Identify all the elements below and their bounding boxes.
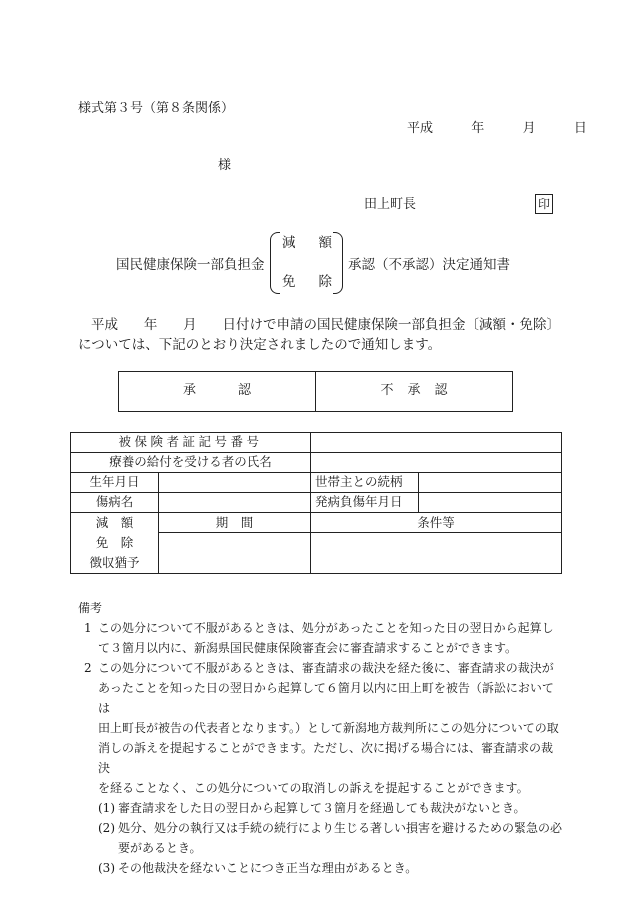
remarks <box>78 598 562 878</box>
table-row <box>71 493 562 513</box>
body-year-unit: 年 <box>143 317 158 333</box>
recipient-name-label: 療養の給付を受ける者の氏名 <box>71 453 311 473</box>
type-reduction: 減 額 <box>95 515 134 530</box>
sub-text: 要があるとき。 <box>118 841 202 855</box>
sub-number: (1) <box>98 801 115 815</box>
option-exemption <box>282 274 332 292</box>
remarks-heading: 備考 <box>78 601 103 615</box>
insured-number-value[interactable] <box>311 433 562 453</box>
date-day-unit: 日 <box>573 121 587 136</box>
sub-number: (2) <box>98 821 115 835</box>
title-suffix: 承認（不承認）決定通知書 <box>348 257 510 273</box>
remark-line: この処分について不服があるときは、審査請求の裁決を経た後に、審査請求の裁決が <box>98 661 554 675</box>
table-row <box>71 473 562 493</box>
remark-number: 2 <box>84 661 92 675</box>
remark-item-2-cont <box>78 718 562 738</box>
option-reduction <box>282 235 332 253</box>
remark-item-2-cont <box>78 678 562 718</box>
addressee-suffix: 様 <box>218 158 232 173</box>
period-label: 期 間 <box>159 513 311 533</box>
period-value[interactable] <box>159 533 311 574</box>
remark-item-2-cont <box>78 778 562 798</box>
notice-line1 <box>78 315 560 335</box>
measure-type-labels <box>71 513 159 574</box>
disease-value[interactable] <box>159 493 311 513</box>
remark-item-1-cont <box>78 638 562 658</box>
date-era: 平成 <box>407 121 434 136</box>
remark-line: あったことを知った日の翌日から起算して６箇月以内に田上町を被告（訴訟においては <box>98 681 554 715</box>
form-number: 様式第３号（第８条関係） <box>78 101 235 116</box>
remark-line: を経ることなく、この処分についての取消しの訴えを提起することができます。 <box>98 781 529 795</box>
notice-body <box>78 315 560 355</box>
issuer-name: 田上町長 <box>364 197 417 212</box>
reject-cell[interactable] <box>316 372 512 411</box>
remark-item-2 <box>78 658 562 678</box>
reject-char1: 不 <box>380 383 394 399</box>
insured-number-label: 被保険者証記号番号 <box>71 433 311 453</box>
option-exemption-char2: 除 <box>318 274 332 290</box>
approve-cell[interactable] <box>119 372 316 411</box>
seal-mark: 印 <box>535 194 553 214</box>
birth-date-value[interactable] <box>159 473 311 493</box>
body-month-unit: 月 <box>183 317 197 333</box>
disease-label: 傷病名 <box>71 493 159 513</box>
table-row <box>71 453 562 473</box>
relation-value[interactable] <box>419 473 562 493</box>
remark-line: て３箇月以内に、新潟県国民健康保険審査会に審査請求することができます。 <box>98 641 518 655</box>
sub-number: (3) <box>98 861 115 875</box>
remark-sub-1 <box>78 798 562 818</box>
body-era: 平成 <box>91 317 118 333</box>
reject-char2: 承 <box>407 383 421 399</box>
birth-date-label: 生年月日 <box>71 473 159 493</box>
recipient-name-value[interactable] <box>311 453 562 473</box>
remark-line: 田上町長が被告の代表者となります。）として新潟地方裁判所にこの処分についての取 <box>98 721 559 735</box>
conditions-label: 条件等 <box>311 513 562 533</box>
remark-line: この処分について不服があるときは、処分があったことを知った日の翌日から起算し <box>98 621 554 635</box>
table-row <box>71 513 562 533</box>
option-reduction-char1: 減 <box>282 235 296 251</box>
title-prefix: 国民健康保険一部負担金 <box>116 257 265 273</box>
table-row <box>71 433 562 453</box>
approve-char2: 認 <box>238 383 252 399</box>
remark-item-1 <box>78 618 562 638</box>
remark-item-2-cont <box>78 738 562 778</box>
remark-sub-2-cont <box>78 838 562 858</box>
date-year-unit: 年 <box>471 121 485 136</box>
reject-char3: 認 <box>434 383 448 399</box>
option-reduction-char2: 額 <box>318 235 332 251</box>
remark-line: 消しの訴えを提起することができます。ただし、次に掲げる場合には、審査請求の裁決 <box>98 741 554 775</box>
onset-date-label: 発病負傷年月日 <box>311 493 419 513</box>
issue-date <box>407 121 587 138</box>
decision-box <box>118 371 513 412</box>
right-bracket <box>333 232 343 294</box>
approve-char1: 承 <box>182 383 196 399</box>
remark-number: 1 <box>84 621 92 635</box>
body-rest: 日付けで申請の国民健康保険一部負担金〔減額・免除〕 <box>222 317 560 333</box>
date-month-unit: 月 <box>522 121 536 136</box>
conditions-value[interactable] <box>311 533 562 574</box>
left-bracket <box>270 232 280 294</box>
onset-date-value[interactable] <box>419 493 562 513</box>
details-table <box>70 432 562 574</box>
remark-sub-2 <box>78 818 562 838</box>
notice-line2: については、下記のとおり決定されましたので通知します。 <box>78 337 442 353</box>
type-exemption: 免 除 <box>95 535 134 550</box>
sub-text: 審査請求をした日の翌日から起算して３箇月を経過しても裁決がないとき。 <box>118 801 526 815</box>
remark-sub-3 <box>78 858 562 878</box>
relation-label: 世帯主との続柄 <box>311 473 419 493</box>
sub-text: その他裁決を経ないことにつき正当な理由があるとき。 <box>118 861 418 875</box>
option-exemption-char1: 免 <box>282 274 296 290</box>
sub-text: 処分、処分の執行又は手続の続行により生じる著しい損害を避けるための緊急の必 <box>118 821 563 835</box>
type-deferral: 徴収猶予 <box>89 555 140 570</box>
